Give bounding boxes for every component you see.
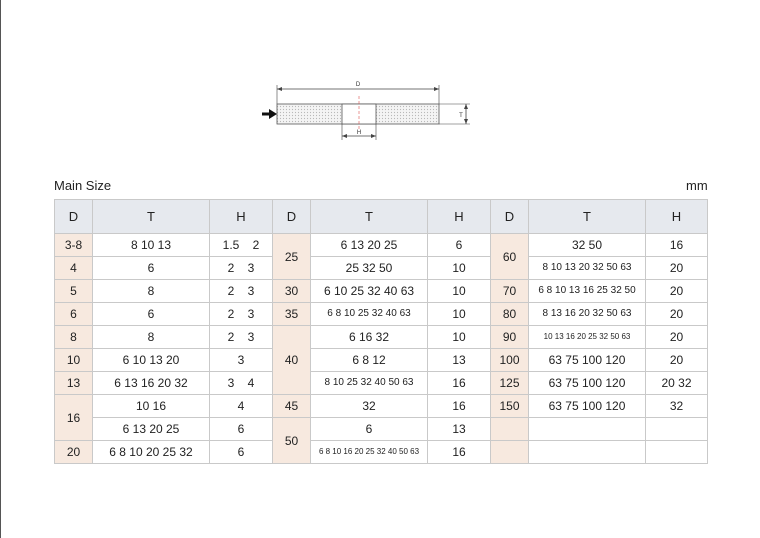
h-cell: 32: [646, 395, 708, 418]
h-cell: 10: [428, 326, 491, 349]
d-cell: 3-8: [55, 234, 93, 257]
table-row: [55, 280, 708, 303]
h-cell: 2 3: [210, 326, 273, 349]
t-cell: 8 10 13 20 32 50 63: [529, 257, 646, 280]
h-cell-empty: [646, 441, 708, 464]
diagram-label-t: T: [459, 113, 463, 119]
header-d-3: D: [491, 200, 529, 234]
t-cell: 10 16: [93, 395, 210, 418]
wheel-cross-section-svg: [258, 78, 478, 148]
t-cell: 6: [311, 418, 428, 441]
diagram-label-d: D: [355, 82, 361, 88]
t-cell: 63 75 100 120: [529, 395, 646, 418]
left-border-rule: [0, 0, 1, 538]
direction-arrow-icon: [269, 109, 277, 119]
d-cell: 100: [491, 349, 529, 372]
d-cell: 8: [55, 326, 93, 349]
h-cell: 20: [646, 349, 708, 372]
h-cell: 13: [428, 418, 491, 441]
d-cell: 60: [491, 234, 529, 280]
d-cell: 35: [273, 303, 311, 326]
t-cell: 6 8 10 13 16 25 32 50: [529, 280, 646, 303]
d-cell: 150: [491, 395, 529, 418]
d-cell: 6: [55, 303, 93, 326]
h-cell: 6: [210, 418, 273, 441]
d-cell: 45: [273, 395, 311, 418]
t-cell: 6 8 10 16 20 25 32 40 50 63: [311, 441, 428, 464]
t-cell: 8: [93, 280, 210, 303]
d-cell: 20: [55, 441, 93, 464]
t-cell: 6: [93, 257, 210, 280]
t-cell: 63 75 100 120: [529, 349, 646, 372]
t-cell: 63 75 100 120: [529, 372, 646, 395]
header-d-1: D: [55, 200, 93, 234]
t-cell: 6: [93, 303, 210, 326]
header-t-1: T: [93, 200, 210, 234]
h-cell: 20 32: [646, 372, 708, 395]
t-cell: 32 50: [529, 234, 646, 257]
d-cell: 125: [491, 372, 529, 395]
d-cell: 30: [273, 280, 311, 303]
table-row: [55, 303, 708, 326]
t-cell: 10 13 16 20 25 32 50 63: [529, 326, 646, 349]
table-row: [55, 441, 708, 464]
t-cell: 6 10 13 20: [93, 349, 210, 372]
table-header-row: [55, 200, 708, 234]
table-row: [55, 326, 708, 349]
t-cell: 6 10 25 32 40 63: [311, 280, 428, 303]
h-cell: 2 3: [210, 280, 273, 303]
d-cell: 13: [55, 372, 93, 395]
h-cell: 1.5 2: [210, 234, 273, 257]
t-cell-empty: [529, 441, 646, 464]
t-cell: 8 10 13: [93, 234, 210, 257]
d-cell: 10: [55, 349, 93, 372]
t-cell: 6 13 16 20 32: [93, 372, 210, 395]
t-cell: 6 13 20 25: [311, 234, 428, 257]
t-cell-empty: [529, 418, 646, 441]
table-row: [55, 349, 708, 372]
table-row: [55, 257, 708, 280]
t-cell: 6 8 10 20 25 32: [93, 441, 210, 464]
header-h-3: H: [646, 200, 708, 234]
h-cell: 16: [428, 441, 491, 464]
d-cell-empty: [491, 441, 529, 464]
wheel-dimension-diagram: [258, 78, 478, 148]
h-cell: 4: [210, 395, 273, 418]
main-size-title: Main Size: [54, 178, 112, 193]
d-cell: 5: [55, 280, 93, 303]
t-cell: 6 8 12: [311, 349, 428, 372]
h-cell: 20: [646, 303, 708, 326]
d-cell: 90: [491, 326, 529, 349]
header-d-2: D: [273, 200, 311, 234]
t-cell: 32: [311, 395, 428, 418]
h-cell: 6: [428, 234, 491, 257]
d-cell: 16: [55, 395, 93, 441]
h-cell: 20: [646, 257, 708, 280]
h-cell: 10: [428, 303, 491, 326]
d-cell-empty: [491, 418, 529, 441]
h-cell: 20: [646, 280, 708, 303]
header-t-2: T: [311, 200, 428, 234]
main-size-table: [54, 199, 708, 464]
h-cell: 6: [210, 441, 273, 464]
header-h-1: H: [210, 200, 273, 234]
d-cell: 4: [55, 257, 93, 280]
unit-label: mm: [686, 178, 708, 193]
d-cell: 80: [491, 303, 529, 326]
t-cell: 8 10 25 32 40 50 63: [311, 372, 428, 395]
h-cell: 2 3: [210, 303, 273, 326]
table-row: [55, 234, 708, 257]
h-cell: 13: [428, 349, 491, 372]
h-cell: 2 3: [210, 257, 273, 280]
diagram-label-h: H: [356, 130, 362, 136]
t-cell: 6 13 20 25: [93, 418, 210, 441]
table-row: [55, 418, 708, 441]
header-h-2: H: [428, 200, 491, 234]
d-cell: 50: [273, 418, 311, 464]
d-cell: 25: [273, 234, 311, 280]
h-cell: 16: [646, 234, 708, 257]
t-cell: 6 8 10 25 32 40 63: [311, 303, 428, 326]
header-t-3: T: [529, 200, 646, 234]
table-row: [55, 395, 708, 418]
h-cell: 3: [210, 349, 273, 372]
h-cell-empty: [646, 418, 708, 441]
table-row: [55, 372, 708, 395]
h-cell: 10: [428, 280, 491, 303]
h-cell: 16: [428, 372, 491, 395]
h-cell: 3 4: [210, 372, 273, 395]
t-cell: 6 16 32: [311, 326, 428, 349]
t-cell: 25 32 50: [311, 257, 428, 280]
d-cell: 40: [273, 326, 311, 395]
t-cell: 8: [93, 326, 210, 349]
h-cell: 16: [428, 395, 491, 418]
t-cell: 8 13 16 20 32 50 63: [529, 303, 646, 326]
d-cell: 70: [491, 280, 529, 303]
h-cell: 10: [428, 257, 491, 280]
h-cell: 20: [646, 326, 708, 349]
